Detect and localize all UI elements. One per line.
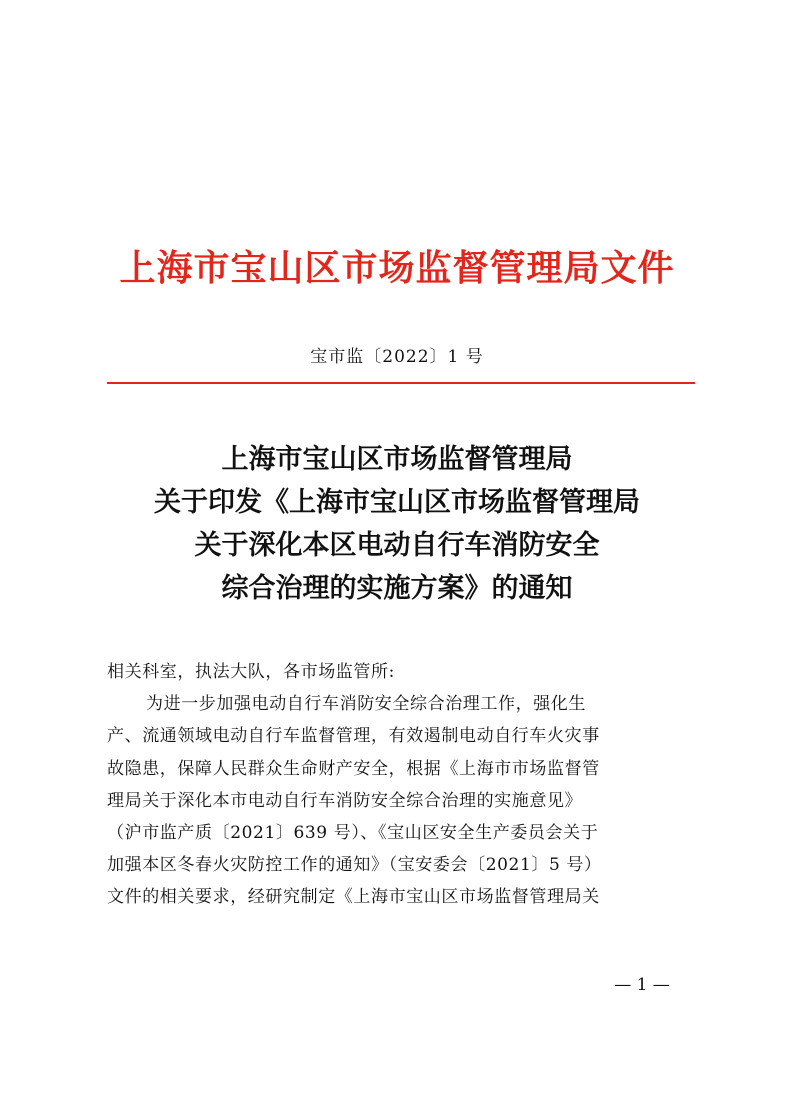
red-divider-line [107, 382, 695, 384]
body-text-line: 文件的相关要求，经研究制定《上海市宝山区市场监督管理局关 [107, 887, 600, 908]
document-header-title: 上海市宝山区市场监督管理局文件 [119, 247, 675, 289]
body-text-line: 产、流通领域电动自行车监督管理，有效遏制电动自行车火灾事 [107, 726, 600, 747]
body-text-line: 加强本区冬春火灾防控工作的通知》（宝安委会〔2021〕5 号） [107, 855, 602, 876]
notice-title-line: 关于深化本区电动自行车消防安全 [194, 530, 600, 561]
notice-body [107, 656, 695, 914]
document-number: 宝市监〔2022〕1 号 [310, 347, 484, 367]
body-text-line: 理局关于深化本市电动自行车消防安全综合治理的实施意见》 [107, 790, 583, 811]
body-text-line: （沪市监产质〔2021〕639 号）、《宝山区安全生产委员会关于 [107, 823, 599, 844]
notice-title [0, 438, 794, 610]
notice-title-line: 上海市宝山区市场监督管理局 [221, 444, 573, 475]
salutation: 相关科室，执法大队，各市场监管所: [107, 662, 395, 682]
notice-title-line: 综合治理的实施方案》的通知 [221, 573, 573, 604]
body-text-line: 故隐患，保障人民群众生命财产安全，根据《上海市市场监督管 [107, 758, 600, 779]
body-text-line: 为进一步加强电动自行车消防安全综合治理工作，强化生 [146, 694, 586, 715]
page-number: — 1 — [614, 975, 670, 995]
notice-title-line: 关于印发《上海市宝山区市场监督管理局 [154, 487, 640, 518]
